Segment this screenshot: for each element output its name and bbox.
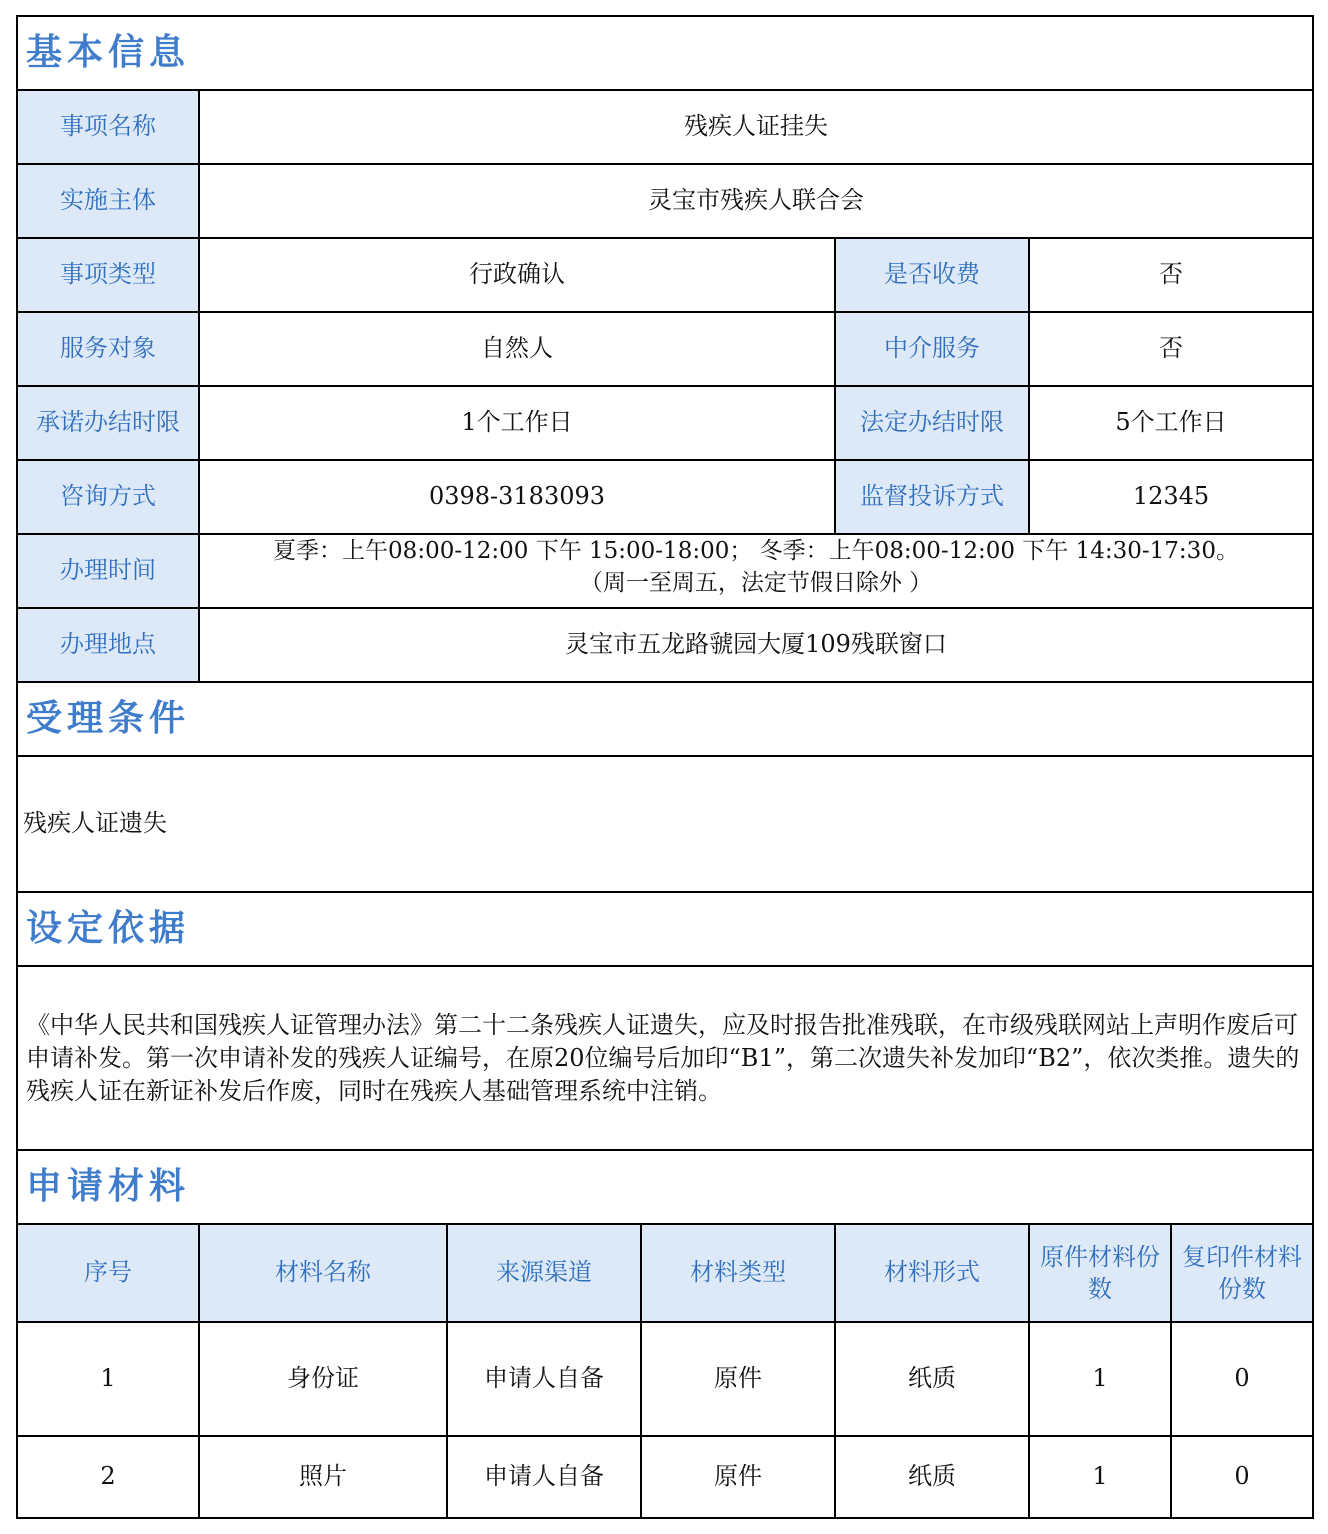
materials-header-copy-count: 复印件材料份数 <box>1171 1224 1313 1322</box>
material-name: 照片 <box>199 1436 447 1518</box>
material-form: 纸质 <box>835 1322 1029 1436</box>
promised-time-value: 1个工作日 <box>199 386 835 460</box>
section-title-materials: 申请材料 <box>17 1150 1313 1224</box>
type-label: 事项类型 <box>17 238 199 312</box>
legal-time-label: 法定办结时限 <box>835 386 1029 460</box>
agency-value: 灵宝市残疾人联合会 <box>199 164 1313 238</box>
table-row <box>17 1436 1313 1518</box>
materials-header-form: 材料形式 <box>835 1224 1029 1322</box>
fee-value: 否 <box>1029 238 1313 312</box>
consult-value: 0398-3183093 <box>199 460 835 534</box>
location-label: 办理地点 <box>17 608 199 682</box>
material-form: 纸质 <box>835 1436 1029 1518</box>
material-index: 2 <box>17 1436 199 1518</box>
material-index: 1 <box>17 1322 199 1436</box>
section-title-basic-info: 基本信息 <box>17 16 1313 90</box>
hours-value <box>199 534 1313 608</box>
target-value: 自然人 <box>199 312 835 386</box>
materials-header-type: 材料类型 <box>641 1224 835 1322</box>
material-type: 原件 <box>641 1436 835 1518</box>
complaint-value: 12345 <box>1029 460 1313 534</box>
complaint-label: 监督投诉方式 <box>835 460 1029 534</box>
material-name: 身份证 <box>199 1322 447 1436</box>
item-name-value: 残疾人证挂失 <box>199 90 1313 164</box>
materials-header-index: 序号 <box>17 1224 199 1322</box>
material-copy-count: 0 <box>1171 1322 1313 1436</box>
material-copy-count: 0 <box>1171 1436 1313 1518</box>
item-name-label: 事项名称 <box>17 90 199 164</box>
material-original-count: 1 <box>1029 1322 1171 1436</box>
consult-label: 咨询方式 <box>17 460 199 534</box>
agency-label: 实施主体 <box>17 164 199 238</box>
material-original-count: 1 <box>1029 1436 1171 1518</box>
service-info-table <box>16 15 1314 1519</box>
location-value: 灵宝市五龙路虢园大厦109残联窗口 <box>199 608 1313 682</box>
intermediary-value: 否 <box>1029 312 1313 386</box>
target-label: 服务对象 <box>17 312 199 386</box>
material-source: 申请人自备 <box>447 1436 641 1518</box>
material-source: 申请人自备 <box>447 1322 641 1436</box>
materials-header-name: 材料名称 <box>199 1224 447 1322</box>
intermediary-label: 中介服务 <box>835 312 1029 386</box>
fee-label: 是否收费 <box>835 238 1029 312</box>
basis-text: 《中华人民共和国残疾人证管理办法》第二十二条残疾人证遗失，应及时报告批准残联，在市级残联网站上声明作废后可申请补发。第一次申请补发的残疾人证编号，在原20位编号后加印“B1”，第二次遗失补发加印“B2”，依次类推。遗失的残疾人证在新证补发后作废，同时在残疾人基础管理系统中注销。 <box>17 966 1313 1150</box>
materials-header-source: 来源渠道 <box>447 1224 641 1322</box>
section-title-conditions: 受理条件 <box>17 682 1313 756</box>
promised-time-label: 承诺办结时限 <box>17 386 199 460</box>
materials-header-original-count: 原件材料份数 <box>1029 1224 1171 1322</box>
table-row <box>17 1322 1313 1436</box>
material-type: 原件 <box>641 1322 835 1436</box>
hours-line-1: 夏季：上午08:00-12:00 下午 15:00-18:00； 冬季：上午08:00-12:00 下午 14:30-17:30。 <box>273 538 1239 564</box>
type-value: 行政确认 <box>199 238 835 312</box>
legal-time-value: 5个工作日 <box>1029 386 1313 460</box>
hours-line-2: （周一至周五，法定节假日除外 ） <box>579 570 933 596</box>
conditions-text: 残疾人证遗失 <box>17 756 1313 892</box>
hours-label: 办理时间 <box>17 534 199 608</box>
section-title-basis: 设定依据 <box>17 892 1313 966</box>
